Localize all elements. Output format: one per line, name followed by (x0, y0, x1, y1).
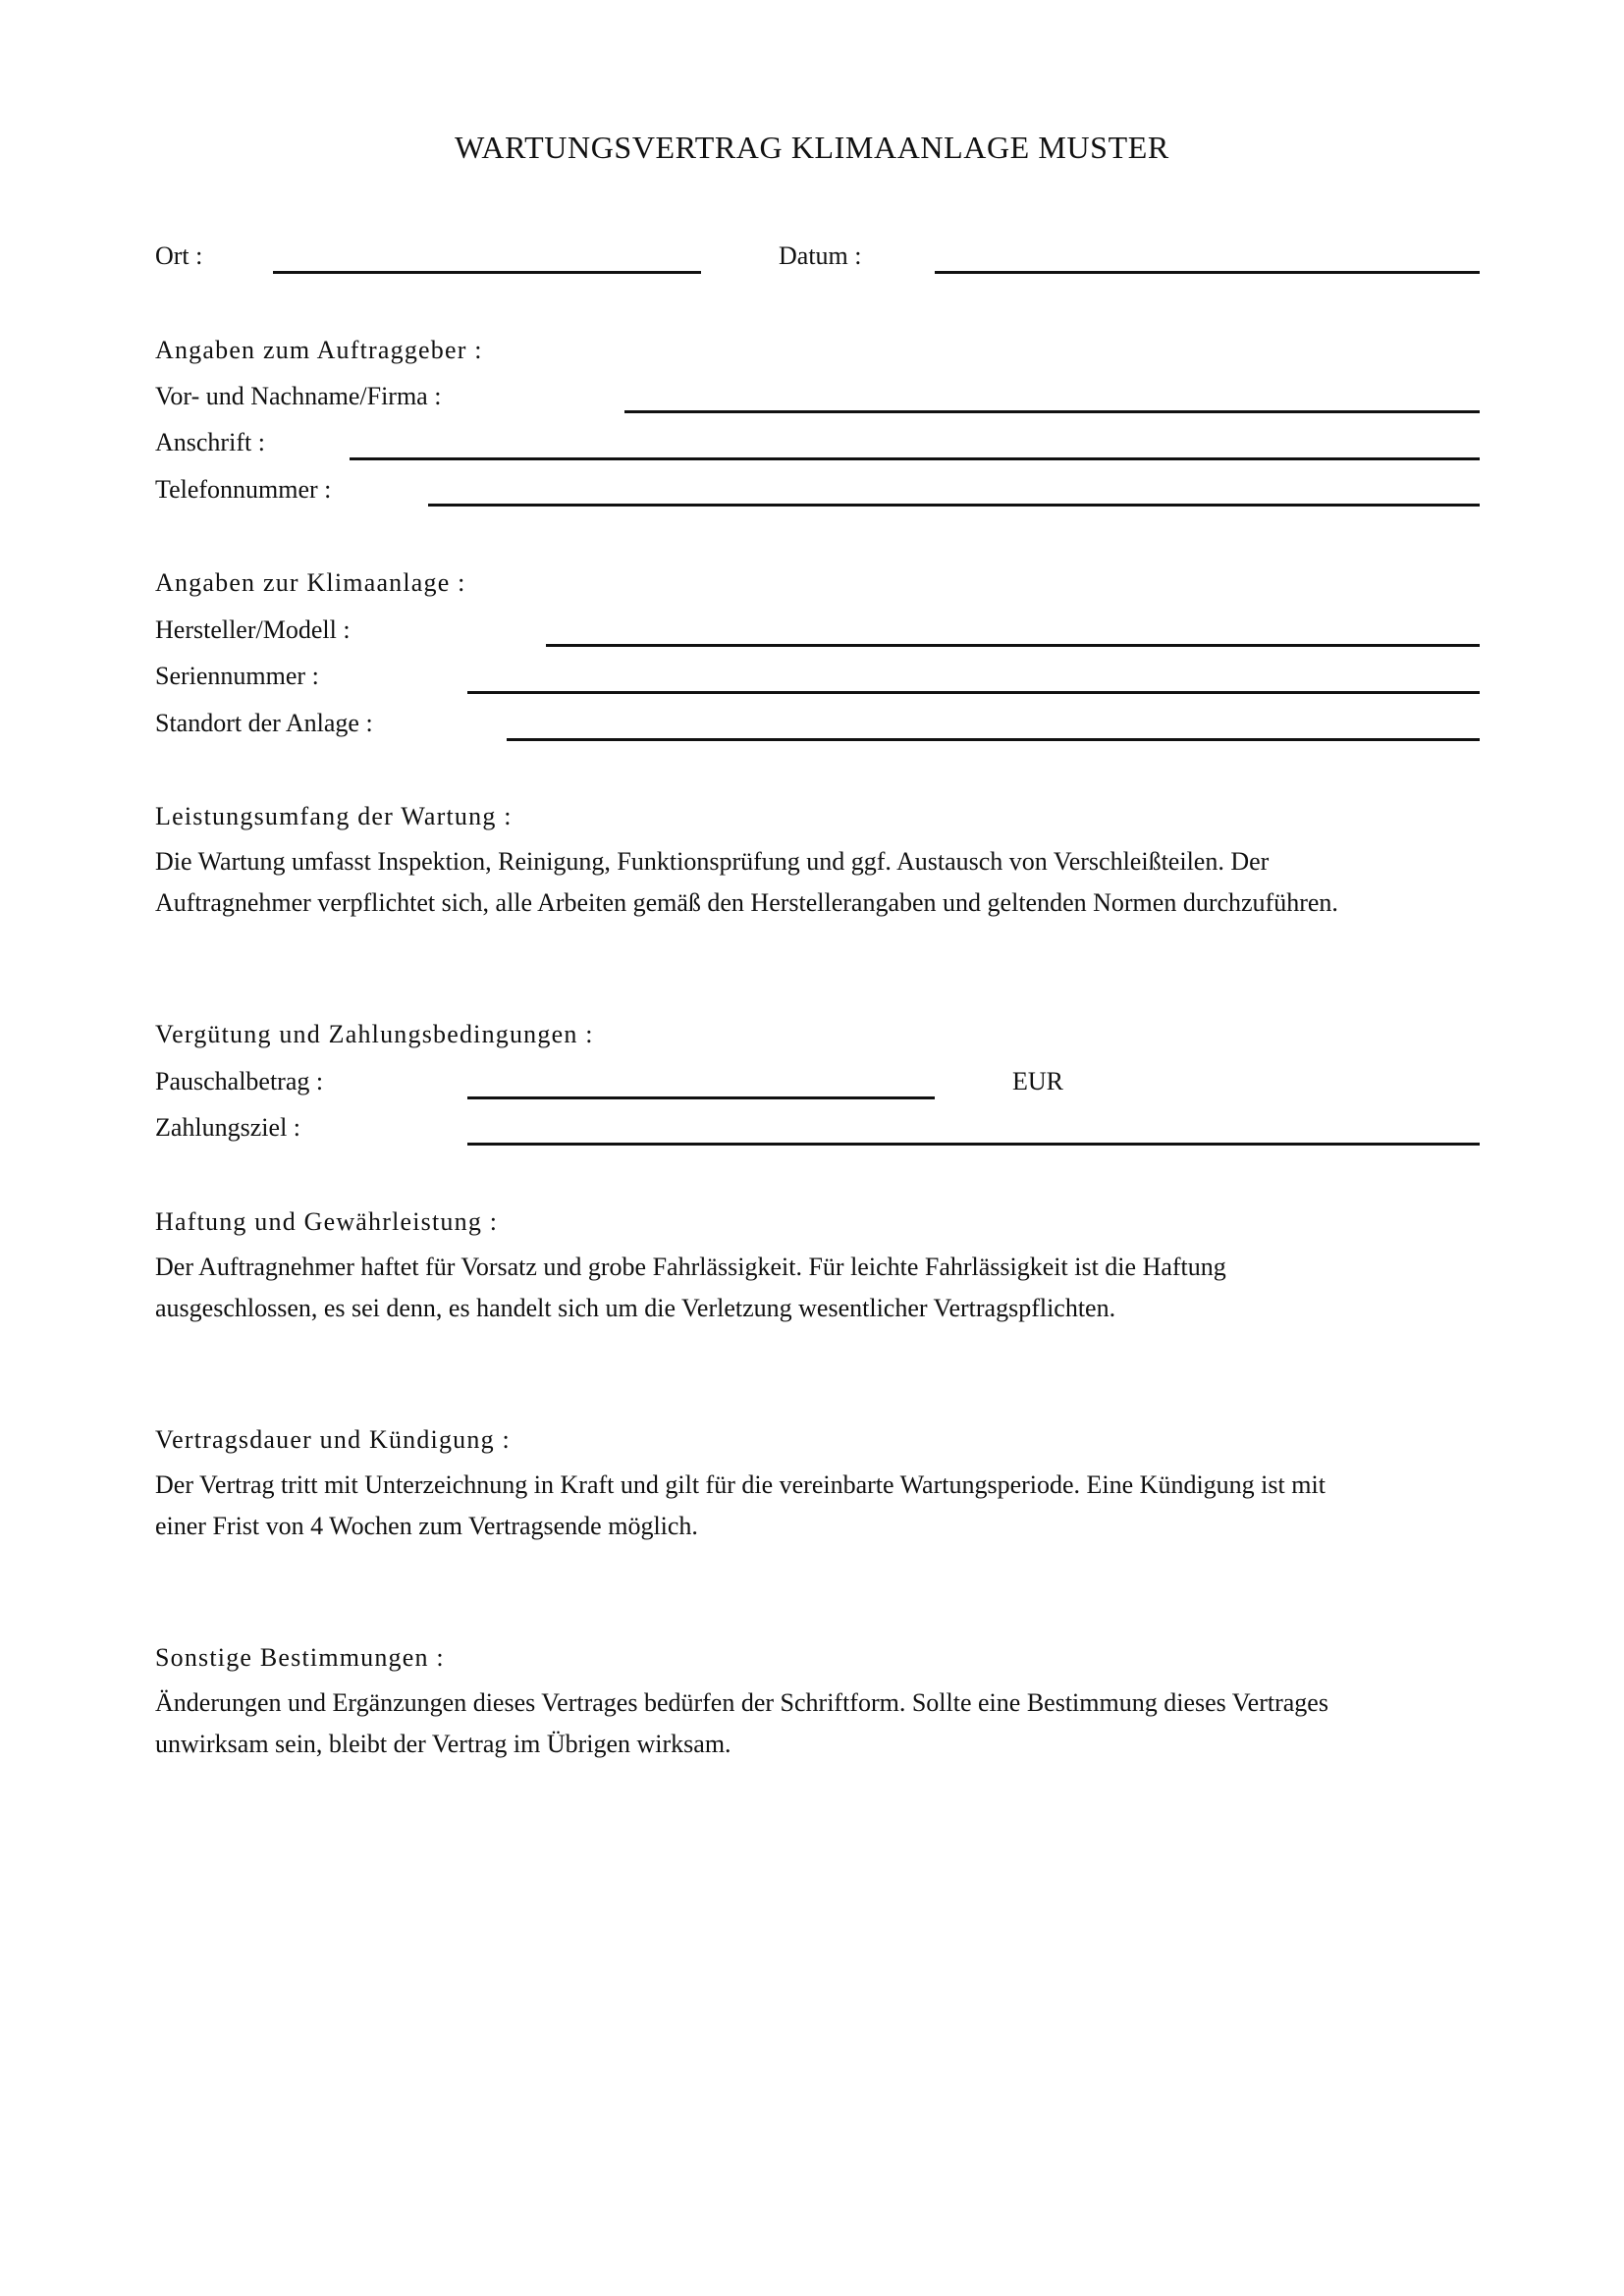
name-field[interactable] (624, 385, 1480, 412)
leistung-heading: Leistungsumfang der Wartung : (155, 802, 513, 830)
ort-underline (273, 271, 701, 274)
serial-field[interactable] (467, 666, 1480, 693)
terms-field[interactable] (467, 1117, 1480, 1145)
leistung-line-1: Die Wartung umfasst Inspektion, Reinigung, Funktionsprüfung und ggf. Austausch von Verschleißteilen. Der (155, 847, 1270, 876)
leistung-line-2: Auftragnehmer verpflichtet sich, alle Arbeiten gemäß den Herstellerangaben und geltenden Normen durchzuführen. (155, 888, 1338, 917)
verguetung-heading: Vergütung und Zahlungsbedingungen : (155, 1020, 594, 1048)
document-title: WARTUNGSVERTRAG KLIMAANLAGE MUSTER (455, 130, 1169, 165)
haftung-line-2: ausgeschlossen, es sei denn, es handelt sich um die Verletzung wesentlicher Vertragspflichten. (155, 1294, 1116, 1322)
currency-label: EUR (1012, 1067, 1063, 1095)
model-underline (546, 644, 1480, 647)
terms-label: Zahlungsziel : (155, 1113, 301, 1142)
amount-underline (467, 1096, 935, 1099)
terms-underline (467, 1143, 1480, 1146)
sonstige-line-1: Änderungen und Ergänzungen dieses Vertrages bedürfen der Schriftform. Sollte eine Bestimmung dieses Vertrages (155, 1688, 1328, 1717)
serial-label: Seriennummer : (155, 662, 319, 690)
dauer-paragraph (155, 1465, 1490, 1547)
haftung-line-1: Der Auftragnehmer haftet für Vorsatz und grobe Fahrlässigkeit. Für leichte Fahrlässigkeit ist die Haftung (155, 1253, 1226, 1281)
address-field[interactable] (350, 432, 1480, 459)
address-label: Anschrift : (155, 428, 265, 456)
leistung-paragraph (155, 841, 1490, 924)
amount-label: Pauschalbetrag : (155, 1067, 324, 1095)
name-label: Vor- und Nachname/Firma : (155, 382, 442, 410)
name-underline (624, 410, 1480, 413)
location-underline (507, 738, 1480, 741)
address-underline (350, 457, 1480, 460)
phone-label: Telefonnummer : (155, 475, 332, 504)
sonstige-line-2: unwirksam sein, bleibt der Vertrag im Übrigen wirksam. (155, 1730, 731, 1758)
dauer-heading: Vertragsdauer und Kündigung : (155, 1425, 511, 1454)
auftraggeber-heading: Angaben zum Auftraggeber : (155, 336, 483, 364)
serial-underline (467, 691, 1480, 694)
datum-field[interactable] (935, 245, 1480, 273)
location-field[interactable] (507, 713, 1480, 740)
model-field[interactable] (546, 618, 1480, 646)
haftung-paragraph (155, 1247, 1490, 1329)
klimaanlage-heading: Angaben zur Klimaanlage : (155, 568, 466, 597)
model-label: Hersteller/Modell : (155, 615, 351, 644)
dauer-line-2: einer Frist von 4 Wochen zum Vertragsende möglich. (155, 1512, 698, 1540)
sonstige-paragraph (155, 1682, 1490, 1765)
ort-label: Ort : (155, 241, 203, 270)
location-label: Standort der Anlage : (155, 709, 373, 737)
phone-field[interactable] (428, 478, 1480, 506)
datum-label: Datum : (779, 241, 862, 270)
datum-underline (935, 271, 1480, 274)
dauer-line-1: Der Vertrag tritt mit Unterzeichnung in Kraft und gilt für die vereinbarte Wartungsperiode. Eine Kündigung ist mit (155, 1470, 1326, 1499)
amount-field[interactable] (467, 1071, 935, 1098)
haftung-heading: Haftung und Gewährleistung : (155, 1207, 499, 1236)
phone-underline (428, 504, 1480, 507)
sonstige-heading: Sonstige Bestimmungen : (155, 1643, 445, 1672)
ort-field[interactable] (273, 245, 701, 273)
